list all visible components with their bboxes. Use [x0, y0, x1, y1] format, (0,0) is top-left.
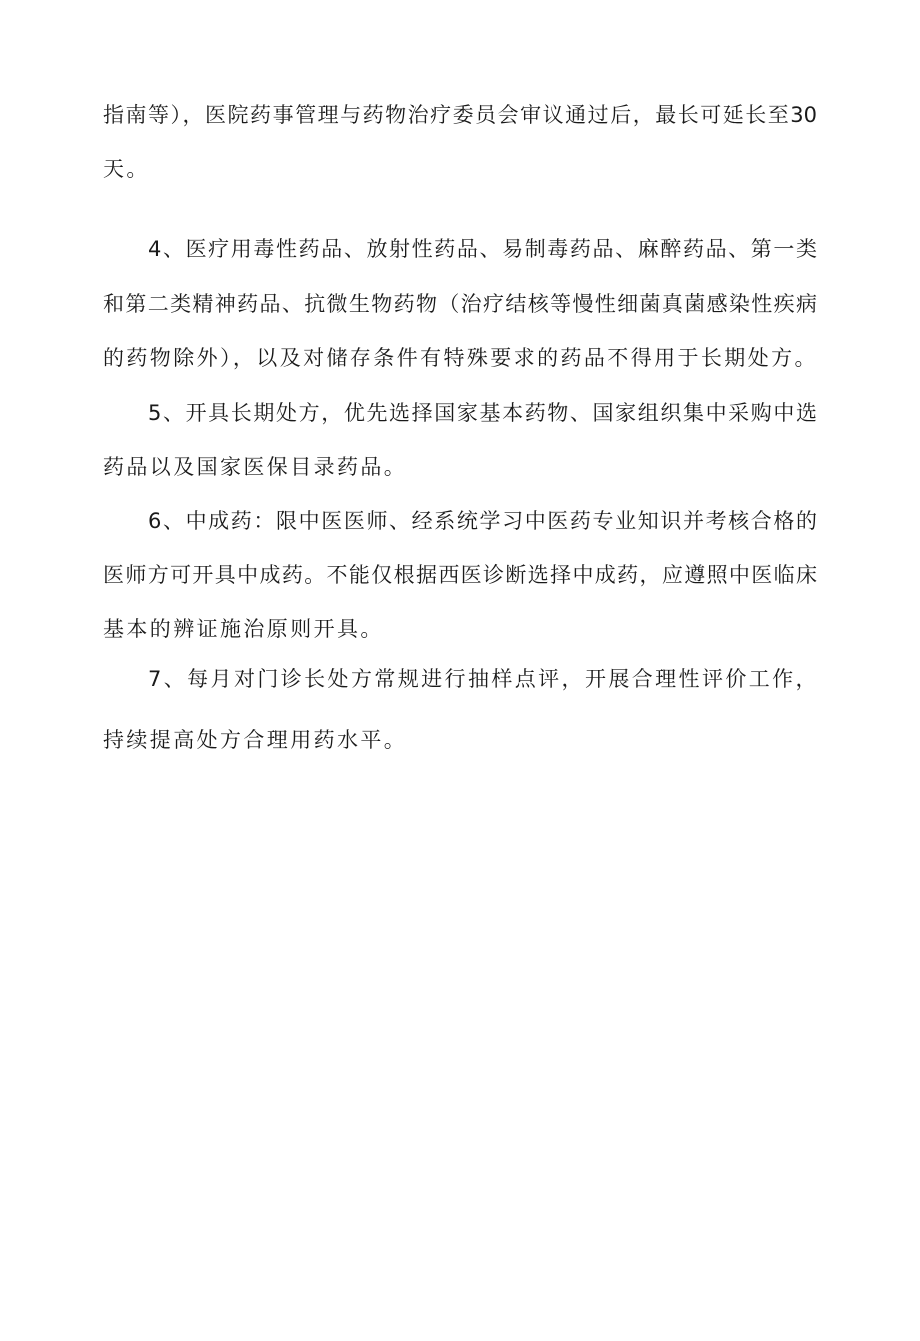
paragraph-4-line-1: 4、医疗用毒性药品、放射性药品、易制毒药品、麻醉药品、第一类 [148, 237, 817, 261]
paragraph-7-line-1: 7、每月对门诊长处方常规进行抽样点评，开展合理性评价工作， [148, 667, 819, 691]
paragraph-3-line-2: 天。 [103, 157, 150, 181]
paragraph-4-line-3: 的药物除外），以及对储存条件有特殊要求的药品不得用于长期处方。 [103, 346, 818, 370]
paragraph-4-line-2: 和第二类精神药品、抗微生物药物（治疗结核等慢性细菌真菌感染性疾病 [103, 292, 817, 316]
paragraph-5-line-2: 药品以及国家医保目录药品。 [103, 455, 408, 479]
paragraph-3-line-1: 指南等），医院药事管理与药物治疗委员会审议通过后，最长可延长至30 [103, 103, 817, 127]
paragraph-5-line-1: 5、开具长期处方，优先选择国家基本药物、国家组织集中采购中选 [148, 401, 817, 425]
paragraph-7-line-2: 持续提高处方合理用药水平。 [103, 728, 408, 752]
paragraph-6-line-1: 6、中成药：限中医医师、经系统学习中医药专业知识并考核合格的 [148, 509, 817, 533]
paragraph-6-line-3: 基本的辨证施治原则开具。 [103, 617, 384, 641]
paragraph-6-line-2: 医师方可开具中成药。不能仅根据西医诊断选择中成药，应遵照中医临床 [103, 563, 817, 587]
